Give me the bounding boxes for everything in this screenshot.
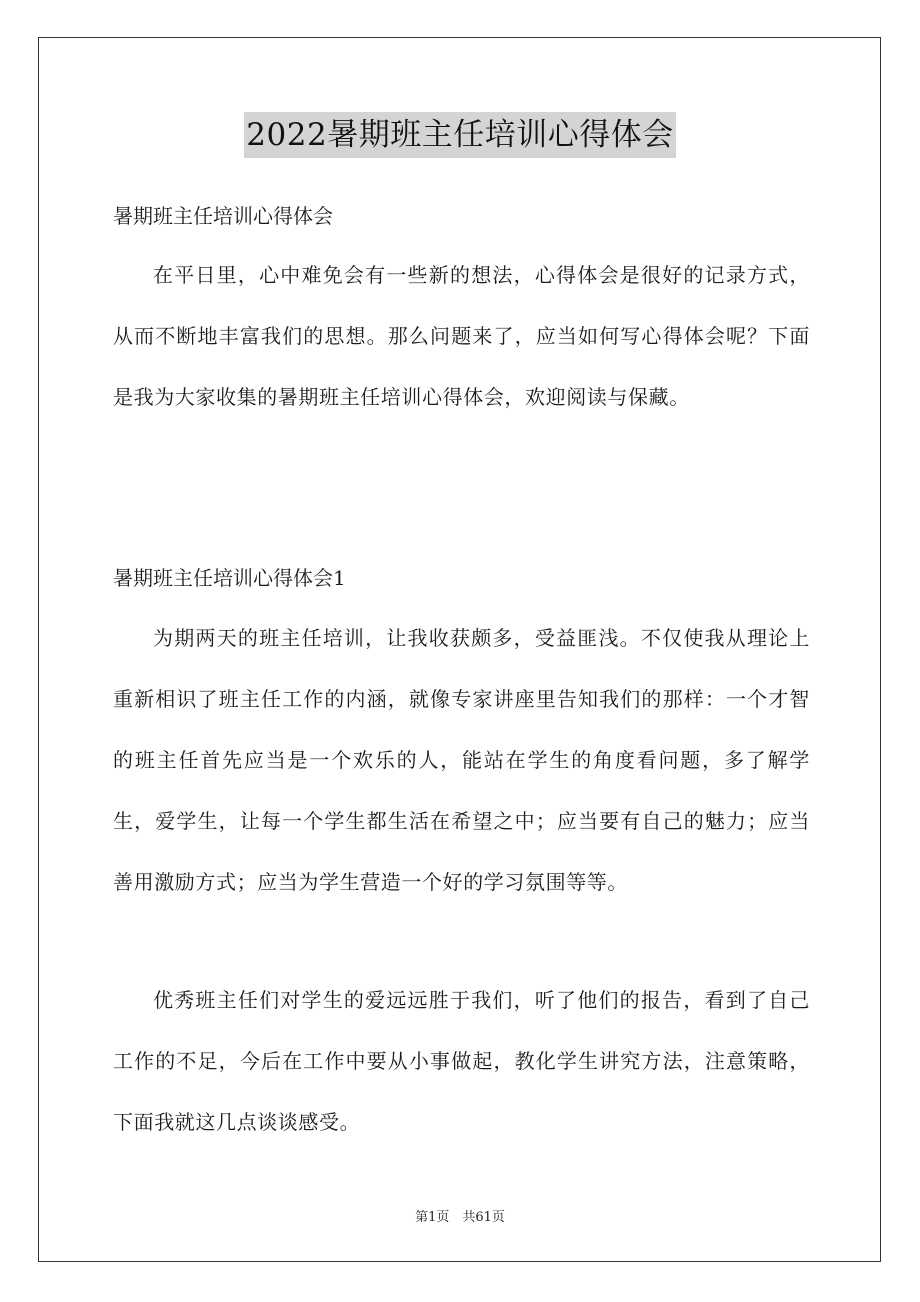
body-paragraph: 为期两天的班主任培训，让我收获颇多，受益匪浅。不仅使我从理论上重新相识了班主任工作的内涵，就像专家讲座里告知我们的那样：一个才智的班主任首先应当是一个欢乐的人，能站在学生的角度看问题，多了解学生，爱学生，让每一个学生都生活在希望之中；应当要有自己的魅力；应当善用激励方式；应当为学生营造一个好的学习氛围等等。 [113, 626, 810, 894]
page-footer: 第1页 共61页 [415, 1210, 505, 1225]
title-container [0, 112, 920, 158]
body-paragraph: 优秀班主任们对学生的爱远远胜于我们，听了他们的报告，看到了自己工作的不足，今后在工作中要从小事做起，教化学生讲究方法，注意策略，下面我就这几点谈谈感受。 [113, 988, 810, 1134]
intro-subtitle: 暑期班主任培训心得体会 [113, 204, 333, 228]
section-heading: 暑期班主任培训心得体会1 [113, 566, 346, 590]
intro-paragraph: 在平日里，心中难免会有一些新的想法，心得体会是很好的记录方式，从而不断地丰富我们的思想。那么问题来了，应当如何写心得体会呢？下面是我为大家收集的暑期班主任培训心得体会，欢迎阅读与保藏。 [113, 263, 810, 409]
document-title: 2022暑期班主任培训心得体会 [244, 112, 675, 158]
